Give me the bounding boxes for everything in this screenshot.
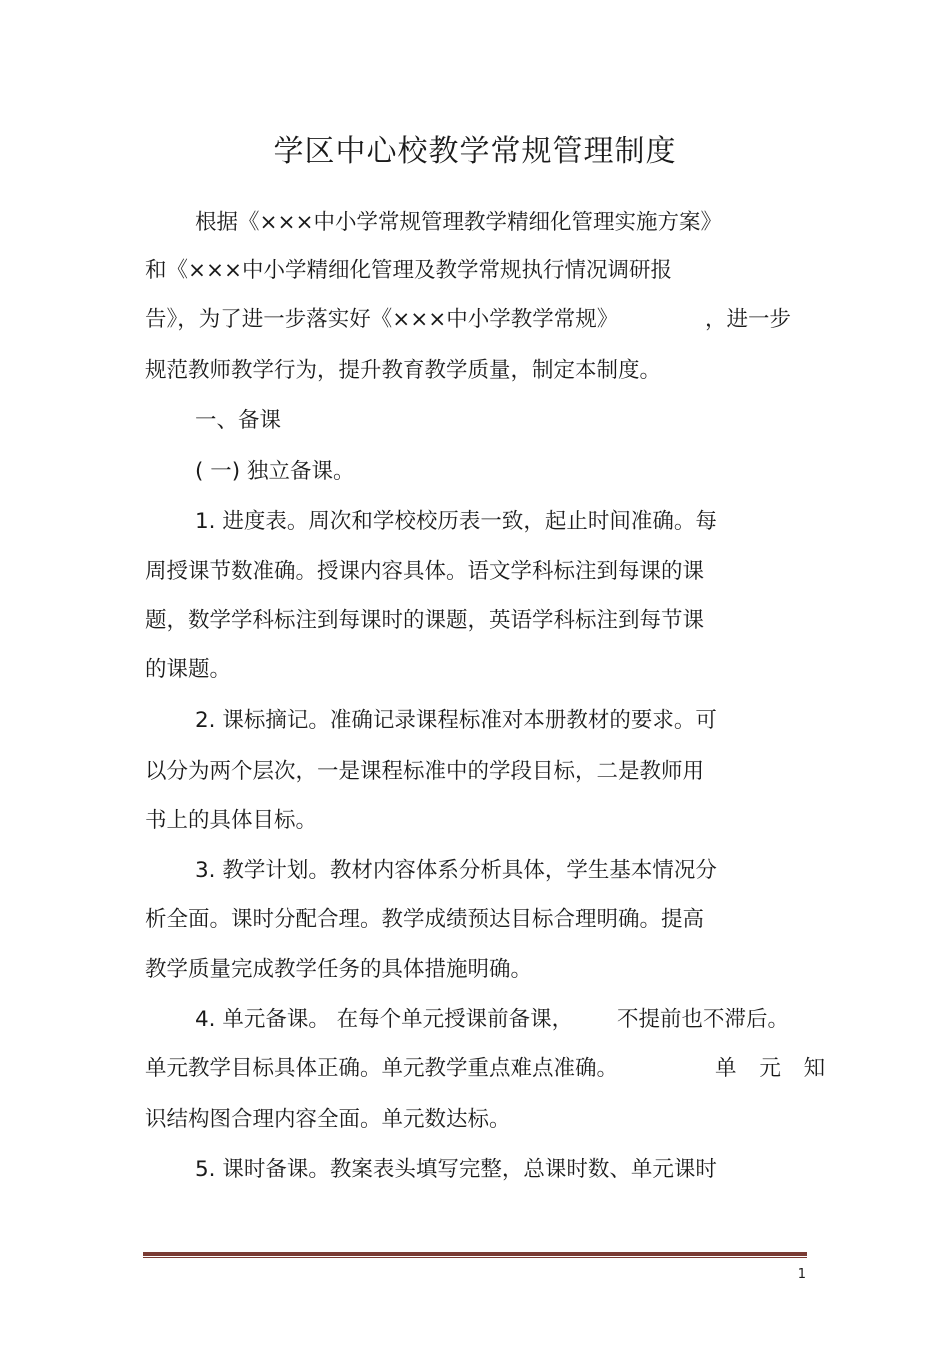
subsection-heading: ( 一) 独立备课。 [195,459,355,484]
paragraph-line: 3. 教学计划。教材内容体系分析具体，学生基本情况分 [195,858,717,883]
paragraph-line: 单元教学目标具体正确。单元教学重点难点准确。 [145,1056,619,1081]
paragraph-line: 2. 课标摘记。准确记录课程标准对本册教材的要求。可 [195,708,717,733]
paragraph-line: 书上的具体目标。 [145,808,318,833]
paragraph-line: 单 元 知 [715,1056,834,1081]
paragraph-line: 不提前也不滞后。 [617,1007,790,1032]
paragraph-line: 根据《×××中小学常规管理教学精细化管理实施方案》 [195,210,723,235]
page-number: 1 [797,1267,806,1282]
document-title: 学区中心校教学常规管理制度 [273,134,677,169]
section-heading: 一、备课 [195,408,282,433]
footer-rule [143,1252,807,1256]
paragraph-line: 以分为两个层次，一是课程标准中的学段目标，二是教师用 [145,759,705,784]
paragraph-line: 教学质量完成教学任务的具体措施明确。 [145,957,533,982]
paragraph-line: 周授课节数准确。授课内容具体。语文学科标注到每课的课 [145,559,705,584]
paragraph-line: 题，数学学科标注到每课时的课题，英语学科标注到每节课 [145,608,705,633]
paragraph-line: 和《×××中小学精细化管理及教学常规执行情况调研报 [145,258,673,283]
paragraph-line: 1. 进度表。周次和学校校历表一致，起止时间准确。每 [195,509,717,534]
paragraph-line: 的课题。 [145,657,232,682]
paragraph-line: 告》，为了进一步落实好《×××中小学教学常规》 [145,307,619,332]
paragraph-line: 4. 单元备课。 在每个单元授课前备课， [195,1007,574,1032]
paragraph-line: 规范教师教学行为，提升教育教学质量，制定本制度。 [145,358,662,383]
paragraph-line: 识结构图合理内容全面。单元数达标。 [145,1107,511,1132]
paragraph-line: 5. 课时备课。教案表头填写完整，总课时数、单元课时 [195,1157,717,1182]
paragraph-line: ，进一步 [705,307,792,332]
footer-rule-thin [143,1257,807,1258]
paragraph-line: 析全面。课时分配合理。教学成绩预达目标合理明确。提高 [145,907,705,932]
